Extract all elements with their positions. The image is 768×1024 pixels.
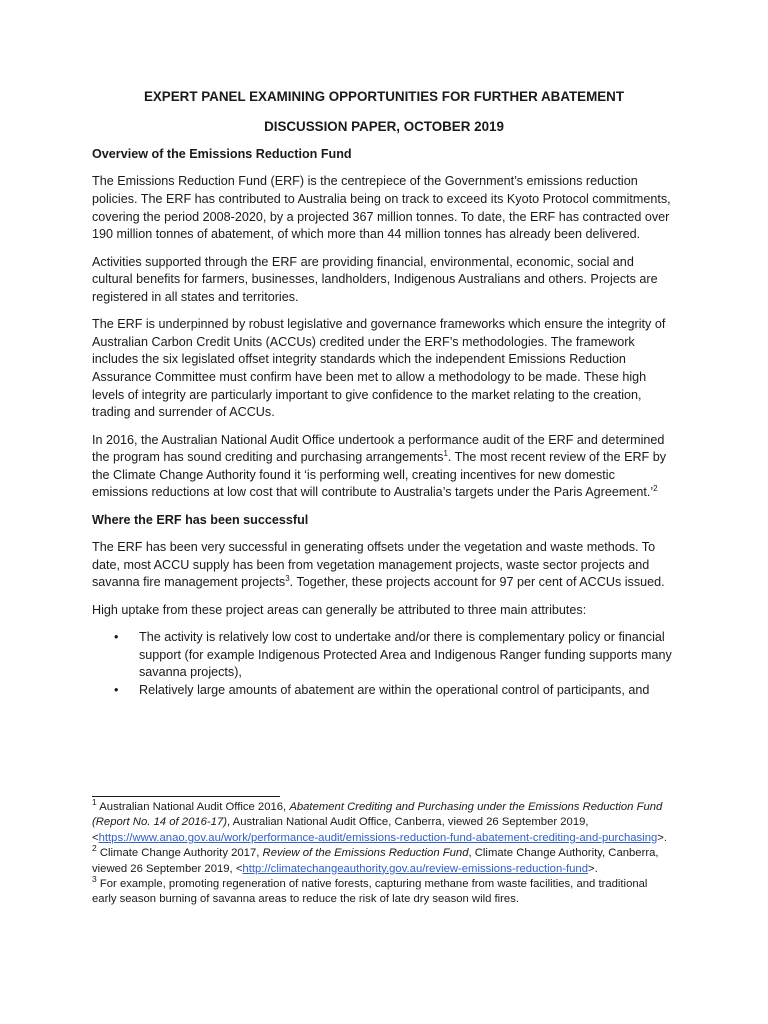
bullet-icon: •: [114, 630, 119, 645]
footnote-number: 1: [92, 797, 97, 808]
paragraph-text: In 2016, the Australian National Audit Office undertook a performance audit of the ERF and determined the program has sound crediting and purchasing arrangements: [92, 432, 665, 465]
footnote-number: 3: [92, 874, 97, 885]
footnote-3: [92, 874, 672, 908]
cca-review-link[interactable]: http://climatechangeauthority.gov.au/review-emissions-reduction-fund: [242, 862, 588, 875]
footnote-text: Climate Change Authority 2017,: [96, 847, 263, 860]
footnote-text: , Australian National Audit Office, Canberra, viewed 26 September 2019, <: [92, 816, 589, 844]
footnote-ref-3[interactable]: 3: [285, 574, 290, 584]
bullet-icon: •: [114, 682, 119, 697]
paragraph-erf-centrepiece: The Emissions Reduction Fund (ERF) is the centrepiece of the Government’s emissions reduction policies. The ERF has contributed to Australia being on track to exceed its Kyoto Protocol commitments, covering the period 2008-2020, by a projected 367 million tonnes. To date, the ERF has contracted over 190 million tonnes of abatement, of which more than 44 million tonnes has already been delivered.: [92, 174, 671, 242]
document-subtitle: DISCUSSION PAPER, OCTOBER 2019: [264, 119, 504, 134]
list-item-text: Relatively large amounts of abatement are within the operational control of participants, and: [139, 682, 650, 697]
footnote-number: 2: [92, 843, 97, 854]
footnote-ref-1[interactable]: 1: [443, 448, 448, 458]
paragraph-erf-benefits: Activities supported through the ERF are providing financial, environmental, economic, social and cultural benefits for farmers, businesses, landholders, Indigenous Australians and others. Projects are registered in all states and territories.: [92, 254, 658, 304]
footnote-source-title: Review of the Emissions Reduction Fund: [262, 847, 469, 860]
attributes-list: [92, 629, 672, 699]
footnote-text: , Climate Change Authority, Canberra, viewed 26 September 2019, <: [92, 847, 659, 875]
footnote-source-title: Abatement Crediting and Purchasing under the Emissions Reduction Fund (Report No. 14 of 2016-17): [92, 801, 663, 829]
anao-report-link[interactable]: https://www.anao.gov.au/work/performance-audit/emissions-reduction-fund-abatement-crediting-and-purchasing: [98, 831, 658, 844]
paragraph-erf-integrity: The ERF is underpinned by robust legislative and governance frameworks which ensure the integrity of Australian Carbon Credit Units (ACCUs) credited under the ERF’s methodologies. The framework includes the six legislated offset integrity standards which the independent Emissions Reduction Assurance Committee must confirm have been met to allow a methodology to be made. These high levels of integrity are particularly important to give confidence to the market relating to the creation, trading and surrender of ACCUs.: [92, 317, 666, 420]
footnote-1: [92, 797, 672, 846]
paragraph-erf-audit: [92, 432, 672, 502]
footnote-ref-2[interactable]: 2: [653, 484, 658, 494]
paragraph-text: . Together, these projects account for 97 per cent of ACCUs issued.: [289, 575, 665, 590]
footnote-text: >.: [657, 831, 668, 844]
footnote-separator: [92, 796, 280, 797]
list-item: [92, 629, 672, 682]
footnote-text: For example, promoting regeneration of native forests, capturing methane from waste facilities, and traditional early season burning of savanna areas to reduce the risk of late dry season wild fires.: [92, 878, 648, 906]
paragraph-text: The ERF has been very successful in generating offsets under the vegetation and waste methods. To date, most ACCU supply has been from vegetation management projects, waste sector projects and savanna fire management projects: [92, 540, 656, 590]
document-body: [92, 146, 672, 699]
section-heading-overview: Overview of the Emissions Reduction Fund: [92, 147, 352, 161]
footnote-text: >.: [588, 862, 598, 875]
footnotes: [92, 797, 672, 908]
footnote-text: Australian National Audit Office 2016,: [96, 801, 290, 813]
paragraph-high-uptake: High uptake from these project areas can generally be attributed to three main attributes:: [92, 602, 587, 617]
paragraph-text: . The most recent review of the ERF by the Climate Change Authority found it ‘is performing well, creating incentives for new domestic emissions reductions at low cost that will contribute to Australia’s targets under the Paris Agreement.’: [92, 450, 667, 500]
footnote-2: [92, 843, 672, 877]
list-item: [92, 682, 672, 700]
list-item-text: The activity is relatively low cost to undertake and/or there is complementary policy or financial support (for example Indigenous Protected Area and Indigenous Ranger funding supports many savanna projects),: [139, 630, 672, 680]
document-title: EXPERT PANEL EXAMINING OPPORTUNITIES FOR FURTHER ABATEMENT: [143, 89, 625, 104]
section-heading-success: Where the ERF has been successful: [92, 512, 309, 527]
paragraph-erf-successful: [92, 539, 672, 592]
